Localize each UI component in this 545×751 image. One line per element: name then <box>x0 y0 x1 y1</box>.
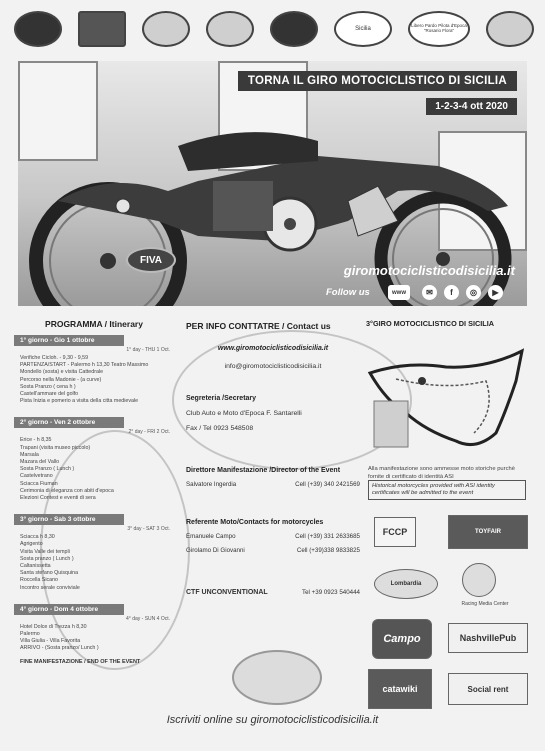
itinerary-item: Mazara del Vallo <box>20 459 60 466</box>
itinerary-item: Verifiche Cicloh. - 9,30 - 9,59 <box>20 355 89 361</box>
sponsor-fccp: FCCP <box>374 517 416 547</box>
day-subheader: 4° day - SUN 4 Oct. <box>126 615 170 622</box>
director-row <box>186 481 360 488</box>
director-phone: Cell (+39) 340 2421569 <box>295 481 360 488</box>
contact-name: Girolamo Di Giovanni <box>186 547 245 554</box>
itinerary-item: Sciacca Fiuman <box>20 480 58 487</box>
contact-phone: Cell (+39)338 9833825 <box>296 547 360 554</box>
itinerary-item: Marsala <box>20 451 39 458</box>
ctf-label: CTF UNCONVENTIONAL <box>186 589 268 596</box>
club-seal-icon <box>14 11 62 47</box>
ctf-phone: Tel +39 0923 540444 <box>302 589 360 596</box>
sponsor-catawiki: catawiki <box>368 669 432 709</box>
itinerary-item: Incontro serale conviviale <box>20 584 80 591</box>
day-header: 2° giorno - Ven 2 ottobre <box>14 417 124 428</box>
asi-title: 3°GIRO MOTOCICLISTICO DI SICILIA <box>366 319 495 328</box>
crest-icon <box>142 11 190 47</box>
contact-heading: PER INFO CONTTATRE / Contact us <box>186 321 331 331</box>
itinerary-item: Castell'ammare del golfo <box>20 391 79 398</box>
itinerary-item: Visita Valle dei templi <box>20 548 70 555</box>
www-icon[interactable]: www <box>388 285 410 300</box>
programma-title: PROGRAMMA / Itinerary <box>45 319 143 329</box>
itinerary-item: Castelvetrano <box>20 473 53 480</box>
director-heading: Direttore Manifestazione /Director of the Event <box>186 467 341 474</box>
itinerary-item: Roccella Sicano <box>20 577 58 584</box>
club-logo-label: Sicilia <box>355 25 371 32</box>
day-header: 4° giorno - Dom 4 ottobre <box>14 604 124 615</box>
moto-contacts-section <box>186 519 360 554</box>
club-logos-row <box>14 8 534 50</box>
contact-phone: Cell (+39) 331 2633685 <box>295 533 360 540</box>
itinerary-item: Sciacca h 8,30 <box>20 534 55 541</box>
website-link[interactable]: www.giromotociclisticodisicilia.it <box>217 345 329 352</box>
facebook-icon[interactable]: f <box>444 285 459 300</box>
day-subheader: 3° day - SAT 3 Oct. <box>127 526 170 533</box>
itinerary-item: Villa Giulia - Villa Favorita <box>20 638 81 645</box>
signup-footer[interactable]: Iscriviti online su giromotociclisticodisicilia.it <box>166 714 379 726</box>
ctf-section <box>186 589 360 596</box>
event-dates: 1-2-3-4 ott 2020 <box>426 98 517 115</box>
day-itinerary <box>14 355 174 405</box>
itinerary-item: Hotel Dolce di Trezza h 8,30 <box>20 623 87 630</box>
club-logo-label: Libero Pardo Pilota d'Epoca "Rosario Flora" <box>411 23 467 33</box>
secretary-fax: Fax / Tel 0923 548508 <box>186 425 254 432</box>
itinerary-item: PARTENZA/START - Palermo h 13,30 Teatro Massimo <box>20 362 149 369</box>
itinerary-item: Erice - h 8,35 <box>20 437 52 444</box>
sponsor-racing-media: Racing Media Center <box>461 601 509 607</box>
itinerary-item: Caltanissetta <box>20 563 51 570</box>
itinerary-item: Sosta Pranzo ( Lunch ) <box>20 466 75 473</box>
end-of-event: FINE MANIFESTAZIONE / END OF THE EVENT <box>20 658 141 665</box>
asi-description-en: Historical motorcycles provided with ASI identity certificates will be admitted to the event <box>368 480 526 500</box>
day-subheader: 2° day - FRI 2 Oct. <box>128 429 170 436</box>
contact-email[interactable] <box>186 363 360 370</box>
youtube-icon[interactable]: ▶ <box>488 285 503 300</box>
director-name: Salvatore Ingerdia <box>186 481 237 488</box>
itinerary-item: Palermo <box>20 631 40 638</box>
instagram-icon[interactable]: ◎ <box>466 285 481 300</box>
sponsor-social-rent: Social rent <box>448 673 528 705</box>
day-subheader: 1° day - THU 1 Oct. <box>126 347 170 353</box>
ctf-row <box>186 589 360 596</box>
sponsor-lombardia: Lombardia <box>374 569 438 599</box>
club-emblem-icon <box>206 11 254 47</box>
sponsor-nashville: NashvillePub <box>448 623 528 653</box>
itinerary-item: Sosta Pranzo ( cena h ) <box>20 383 76 390</box>
day-itinerary <box>14 437 174 502</box>
itinerary-item: Santa stefano Quisquina <box>20 570 79 577</box>
event-title: TORNA IL GIRO MOTOCICLISTICO DI SICILIA <box>238 71 517 91</box>
itinerary-item: Agrigento <box>20 541 43 548</box>
director-section <box>186 467 360 488</box>
itinerary-item: Sosta pranzo ( Lunch ) <box>20 555 74 562</box>
sponsor-toyfair: TOYFAIR <box>448 515 528 549</box>
hero-website[interactable]: giromotociclisticodisicilia.it <box>343 263 515 278</box>
programma-column <box>14 319 174 664</box>
secretary-section <box>186 395 360 432</box>
fiva-badge: FIVA <box>126 247 176 273</box>
itinerary-item: ARRIVO - (Sosta pranzo/ Lunch ) <box>20 645 99 652</box>
follow-us-label: Follow us <box>326 287 370 298</box>
itinerary-item: Elezioni Contest e eventi di sera <box>20 495 96 502</box>
email-icon[interactable]: ✉ <box>422 285 437 300</box>
day-itinerary <box>14 534 174 592</box>
day-header: 3° giorno - Sab 3 ottobre <box>14 514 124 525</box>
day-header: 1° giorno - Gio 1 ottobre <box>14 335 124 346</box>
itinerary-item: Pista Inizia e pomerio a visita della citta medievale <box>20 398 139 405</box>
asi-description: Alla manifestazione sono ammesse moto storiche purchè fornite di certificato di identità ASI <box>368 466 515 480</box>
vintage-car-icon <box>78 11 126 47</box>
email-link[interactable]: info@giromotociclisticodisicilia.it <box>224 363 322 370</box>
sponsor-campo: Campo <box>372 619 432 659</box>
classic-car-script-icon <box>334 11 392 47</box>
itinerary-item: Trapani (visita museo piccolo) <box>20 444 91 451</box>
itinerary-item: Mondello (sosta) e visita Cattedrale <box>20 369 104 376</box>
contact-title <box>186 321 360 331</box>
contact-website[interactable] <box>186 345 360 352</box>
racing-media-icon <box>462 563 496 597</box>
itinerary-item: Percorso nella Madonie - (a curve) <box>20 376 102 383</box>
itinerary-item: Cerimonia di eleganza con abiti d'epoca <box>20 487 114 494</box>
round-club-icon <box>486 11 534 47</box>
oval-badge-icon <box>270 11 318 47</box>
day-itinerary <box>14 624 174 653</box>
secretary-name: Club Auto e Moto d'Epoca F. Santarelli <box>186 410 302 417</box>
sicily-map-icon <box>366 341 530 459</box>
moto-contact-row <box>186 533 360 540</box>
motorcycle-photo-icon <box>232 650 322 705</box>
secretary-heading: Segreteria /Secretary <box>186 395 257 402</box>
moto-contacts-heading: Referente Moto/Contacts for motorcycles <box>186 519 324 526</box>
contact-name: Emanuele Campo <box>186 533 236 540</box>
motorcycle-club-icon <box>408 11 470 47</box>
asi-column <box>366 319 536 714</box>
hero-banner <box>18 61 527 306</box>
moto-contact-row <box>186 547 360 554</box>
